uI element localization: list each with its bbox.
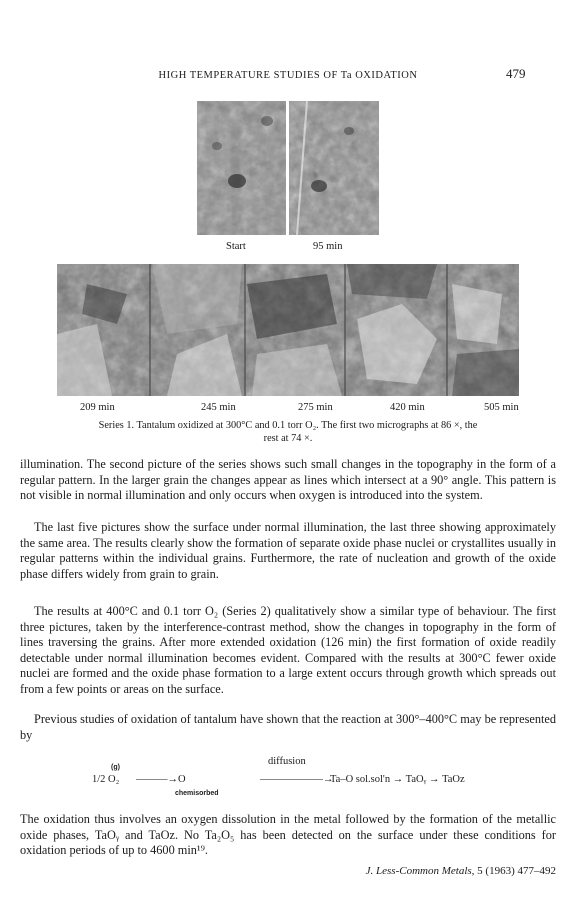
label-209min: 209 min [80, 402, 115, 413]
paragraph-5: The oxidation thus involves an oxygen dissolution in the metal followed by the formation of the metallic oxide phases, TaOᵧ and TaOz. No Ta₂O₅ has been detected on the surface under these conditions for oxidation periods of up to 4600 min¹⁹. [20, 812, 556, 857]
figure-caption [20, 419, 556, 445]
label-505min: 505 min [484, 402, 519, 413]
paragraph-1: illumination. The second picture of the series shows such small changes in the topography in the form of a regular pattern. In the larger grain the changes appear as lines which intersect at a 90° angle. This pattern is not visible in normal illumination and only occurs when oxygen is introduced into the system. [20, 457, 556, 502]
paragraph-4-text: Previous studies of oxidation of tantalum have shown that the reaction at 300°–400°C may be represented by [20, 712, 556, 742]
citation-journal: J. Less-Common Metals, [365, 865, 475, 877]
page-number: 479 [506, 66, 526, 81]
eq-arrow-2: ——————→ [260, 774, 334, 785]
eq-product-chain: Ta–O sol.sol'n → TaOᵧ → TaOz [330, 774, 465, 785]
micrograph-strip [57, 264, 519, 396]
running-title: HIGH TEMPERATURE STUDIES OF Ta OXIDATION [158, 70, 418, 81]
micrograph-start [197, 101, 286, 235]
eq-arrow-1: ———→ [136, 774, 178, 785]
eq-intermediate-note: chemisorbed [175, 790, 219, 797]
paragraph-2 [20, 520, 556, 582]
eq-reactant: 1/2 O₂ [92, 774, 120, 785]
label-275min: 275 min [298, 402, 333, 413]
paragraph-3-text: The results at 400°C and 0.1 torr O₂ (Series 2) qualitatively show a similar type of behaviour. The first three pictures, taken by the interference-contrast method, show the changes in topography in the form of lines traversing the grains. After more extended oxidation (126 min) the first formation of oxide readily detectable under normal illumination becomes evident. Compared with the results at 300°C fewer oxide nuclei are formed and the oxide phase formation to a large extent occurs through growth which spreads out from a few points or areas on the surface. [20, 604, 556, 696]
label-start: Start [226, 241, 246, 252]
eq-reactant-state: (g) [111, 764, 120, 771]
micrograph-95min [289, 101, 379, 235]
paragraph-4 [20, 712, 556, 743]
paragraph-3 [20, 604, 556, 697]
caption-line-2: rest at 74 ×. [263, 433, 313, 444]
equation [0, 748, 576, 798]
citation-year-pages: (1963) 477–492 [485, 865, 556, 877]
eq-diffusion-label: diffusion [268, 756, 306, 767]
label-95min: 95 min [313, 241, 343, 252]
eq-intermediate: O [178, 774, 186, 785]
label-420min: 420 min [390, 402, 425, 413]
label-245min: 245 min [201, 402, 236, 413]
paragraph-2-text: The last five pictures show the surface under normal illumination, the last three showing approximately the same area. The results clearly show the formation of separate oxide phase nuclei or crystallites usually in regular patterns within the individual grains. Furthermore, the rate of nucleation and growth of the oxide phase differs widely from grain to grain. [20, 520, 556, 581]
journal-citation [300, 865, 556, 877]
caption-line-1: Series 1. Tantalum oxidized at 300°C and 0.1 torr O₂. The first two micrographs at 86 ×, the [98, 420, 478, 431]
citation-volume: 5 [477, 865, 483, 877]
